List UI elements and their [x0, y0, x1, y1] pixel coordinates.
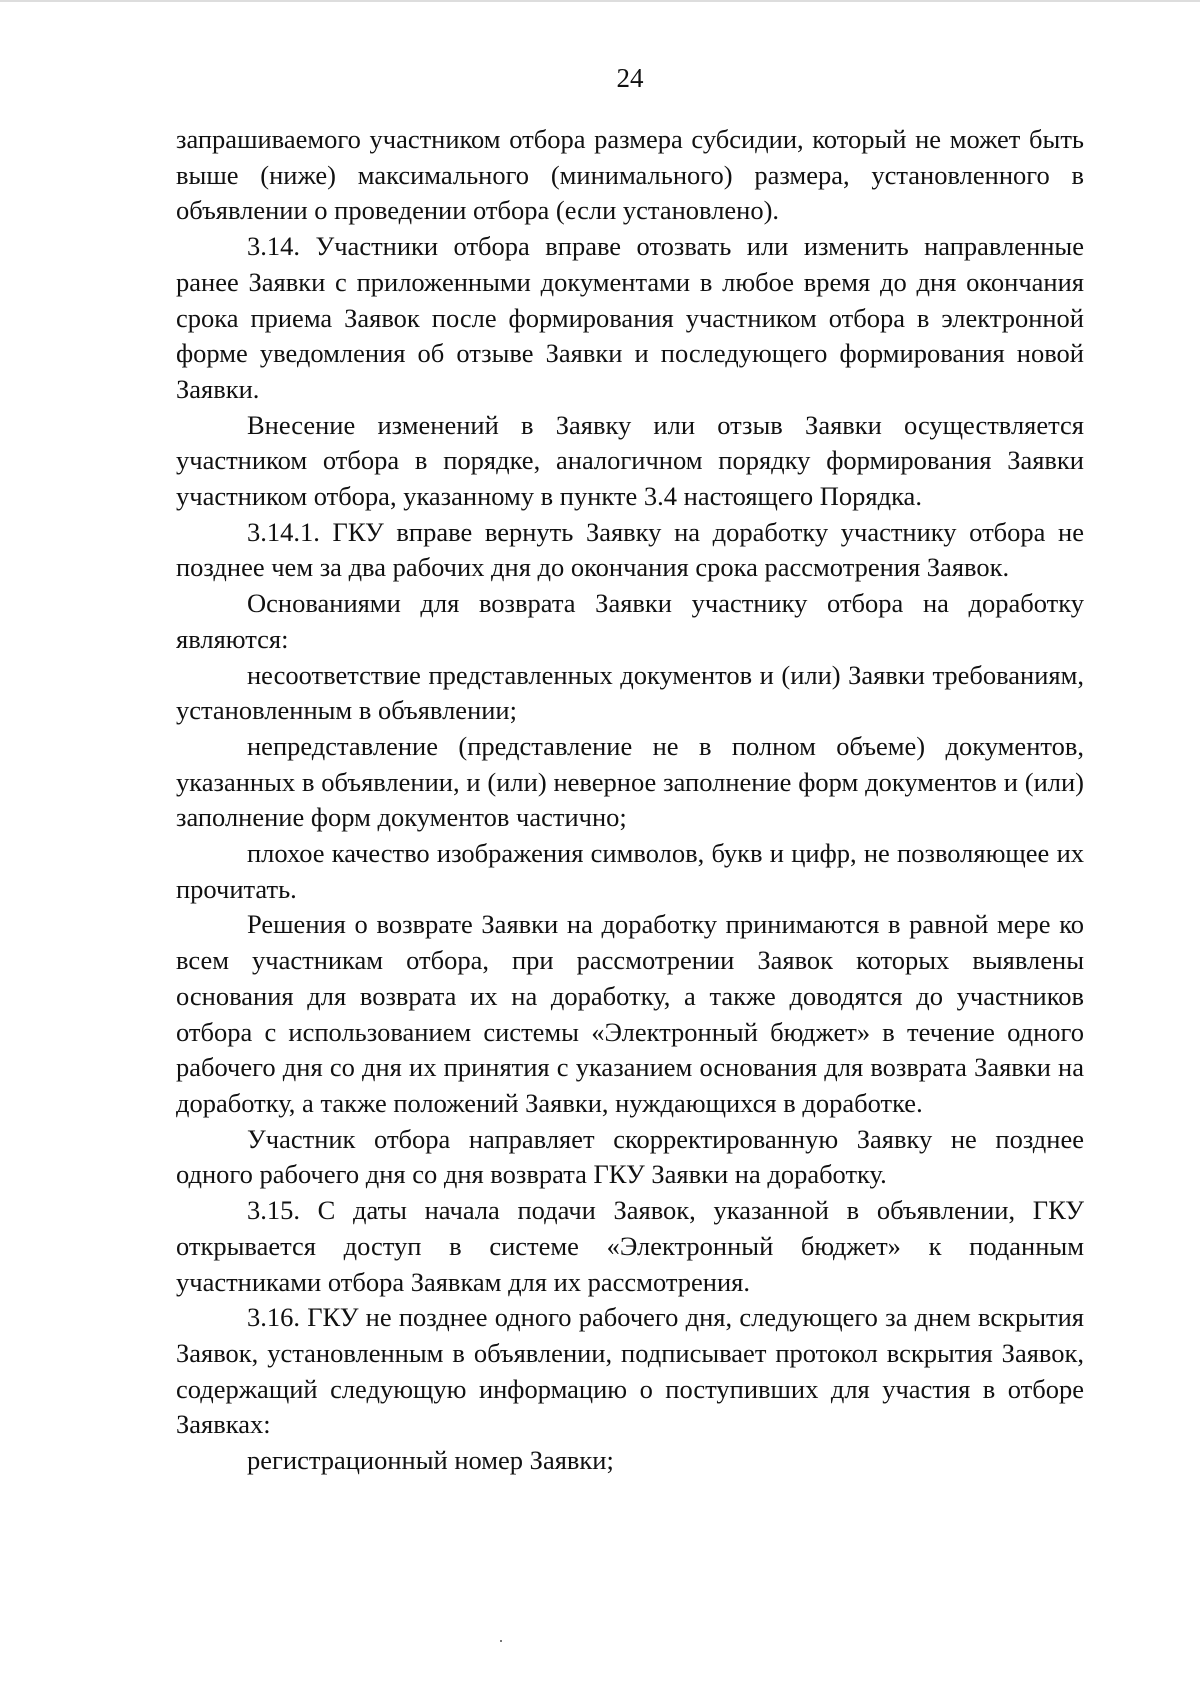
- list-item-registration-number: регистрационный номер Заявки;: [247, 1445, 614, 1476]
- paragraph-decisions: Решения о возврате Заявки на доработку принимаются в равной мере ко всем участникам отбора, при рассмотрении Заявок которых выявлены основания для возврата их на доработку, а также доводятся до участников отбора с использованием системы «Электронный бюджет» в течение одного рабочего дня со дня их принятия с указанием основания для возврата Заявки на доработку, а также положений Заявки, нуждающихся в доработке.: [176, 909, 1084, 1118]
- page-number: 24: [616, 63, 644, 93]
- paragraph-continuation: запрашиваемого участником отбора размера субсидии, который не может быть выше (ниже) максимального (минимального) размера, установленного в объявлении о проведении отбора (если установлено).: [176, 124, 1084, 226]
- scan-edge: [0, 0, 1200, 2]
- paragraph-3-15: 3.15. С даты начала подачи Заявок, указанной в объявлении, ГКУ открывается доступ в системе «Электронный бюджет» к поданным участниками отбора Заявкам для их рассмотрения.: [176, 1195, 1084, 1297]
- paragraph-changes: Внесение изменений в Заявку или отзыв Заявки осуществляется участником отбора в порядке, аналогичном порядку формирования Заявки участником отбора, указанному в пункте 3.4 настоящего Порядка.: [176, 409, 1084, 512]
- scan-speck: [500, 1640, 502, 1642]
- paragraph-3-14-1: 3.14.1. ГКУ вправе вернуть Заявку на доработку участнику отбора не позднее чем за два рабочих дня до окончания срока рассмотрения Заявок.: [176, 516, 1084, 583]
- list-item-nonconformity: несоответствие представленных документов и (или) Заявки требованиям, установленным в объявлении;: [176, 659, 1084, 726]
- list-item-nonsubmission: непредставление (представление не в полном объеме) документов, указанных в объявлении, и (или) неверное заполнение форм документов и (или) заполнение форм документов частично;: [176, 730, 1084, 833]
- list-item-poor-quality: плохое качество изображения символов, букв и цифр, не позволяющее их прочитать.: [176, 838, 1084, 904]
- paragraph-grounds: Основаниями для возврата Заявки участнику отбора на доработку являются:: [176, 588, 1084, 654]
- paragraph-3-16: 3.16. ГКУ не позднее одного рабочего дня, следующего за днем вскрытия Заявок, установленным в объявлении, подписывает протокол вскрытия Заявок, содержащий следующую информацию о поступивших для участия в отборе Заявках:: [176, 1302, 1084, 1440]
- document-body: [176, 122, 1084, 1479]
- paragraph-3-14: 3.14. Участники отбора вправе отозвать или изменить направленные ранее Заявки с приложенными документами в любое время до дня окончания срока приема Заявок после формирования участником отбора в электронной форме уведомления об отзыве Заявки и последующего формирования новой Заявки.: [176, 231, 1084, 404]
- paragraph-resubmission: Участник отбора направляет скорректированную Заявку не позднее одного рабочего дня со дня возврата ГКУ Заявки на доработку.: [176, 1123, 1084, 1190]
